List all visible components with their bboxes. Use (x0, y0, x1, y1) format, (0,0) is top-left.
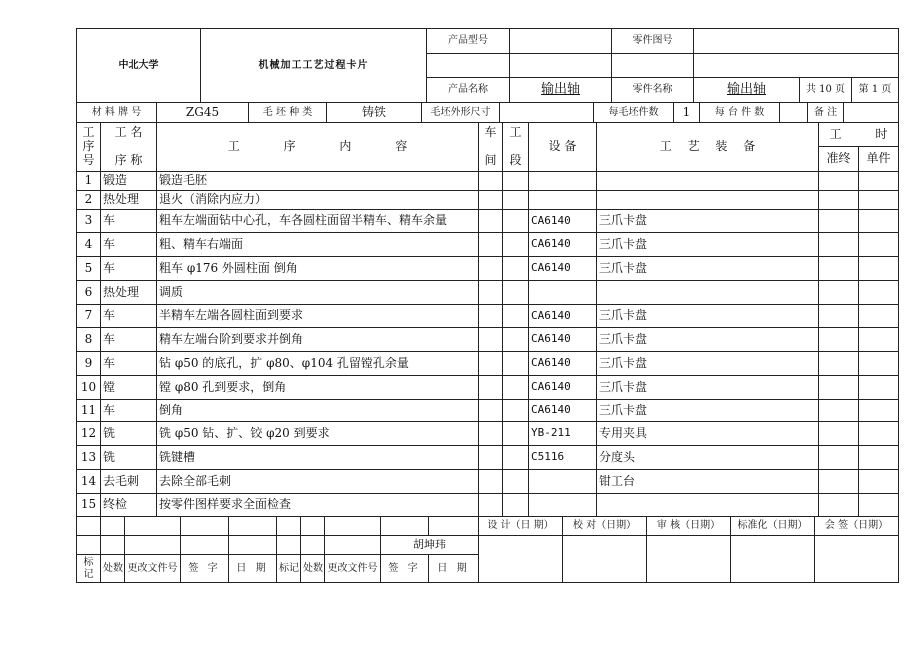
table-cell (819, 470, 859, 494)
table-cell: 调质 (157, 281, 479, 305)
table-cell: CA6140 (529, 400, 597, 422)
material-row (76, 102, 899, 123)
col-equipment: 设 备 (529, 123, 597, 172)
table-cell (529, 281, 597, 305)
table-cell: CA6140 (529, 305, 597, 328)
signoff-block (76, 516, 899, 583)
col-workshop: 车 间 (479, 123, 503, 172)
table-cell (529, 172, 597, 191)
table-cell: 热处理 (101, 281, 157, 305)
page-number: 第 1 页 (852, 78, 899, 103)
col-content: 工 序 内 容 (157, 123, 479, 172)
table-cell (819, 191, 859, 210)
table-cell: 三爪卡盘 (597, 210, 819, 233)
table-cell: 7 (77, 305, 101, 328)
table-cell (597, 281, 819, 305)
table-cell: 终检 (101, 494, 157, 517)
table-cell: 钻 φ50 的底孔，扩 φ80、φ104 孔留镗孔余量 (157, 352, 479, 376)
material-label: 材 料 牌 号 (77, 103, 157, 123)
table-cell (859, 494, 899, 517)
table-cell (819, 233, 859, 257)
table-cell: 三爪卡盘 (597, 376, 819, 400)
table-row (77, 494, 899, 517)
table-cell (859, 233, 899, 257)
pieces-per-blank-label: 每毛坯件数 (594, 103, 674, 123)
table-cell: 去除全部毛刺 (157, 470, 479, 494)
table-cell (597, 494, 819, 517)
table-cell (503, 172, 529, 191)
table-cell: 精车左端台阶到要求并倒角 (157, 328, 479, 352)
standardization-label: 标准化（日期） (731, 517, 815, 536)
blank-size-value (500, 103, 594, 123)
table-cell (479, 470, 503, 494)
table-cell (859, 210, 899, 233)
pieces-per-unit-value (780, 103, 808, 123)
change-doc-label-b: 更改文件号 (325, 555, 381, 583)
remarks-value (844, 103, 899, 123)
table-cell (819, 352, 859, 376)
table-cell: 铣 φ50 钻、扩、铰 φ20 到要求 (157, 422, 479, 446)
table-cell (503, 281, 529, 305)
table-cell (859, 281, 899, 305)
table-cell: 三爪卡盘 (597, 257, 819, 281)
table-cell: 三爪卡盘 (597, 328, 819, 352)
table-cell (859, 376, 899, 400)
table-cell: 粗、精车右端面 (157, 233, 479, 257)
table-cell: 14 (77, 470, 101, 494)
remarks-label: 备 注 (808, 103, 844, 123)
design-label: 设 计（日 期） (479, 517, 563, 536)
table-row (77, 422, 899, 446)
review-label: 审 核（日期） (647, 517, 731, 536)
table-row (77, 281, 899, 305)
operations-table (76, 122, 899, 517)
mark-label: 标 记 (77, 555, 101, 583)
table-row (77, 172, 899, 191)
mark-label-b: 标记 (277, 555, 301, 583)
table-cell: YB-211 (529, 422, 597, 446)
table-cell (859, 352, 899, 376)
table-cell (503, 494, 529, 517)
table-row (77, 470, 899, 494)
table-cell: CA6140 (529, 376, 597, 400)
table-cell (819, 305, 859, 328)
process-card (76, 28, 898, 583)
university-name: 中北大学 (77, 29, 201, 103)
table-cell: 钳工台 (597, 470, 819, 494)
blank-type-value: 铸铁 (327, 103, 422, 123)
table-cell (859, 191, 899, 210)
table-cell (479, 422, 503, 446)
card-header (76, 28, 899, 103)
table-cell: 锻造 (101, 172, 157, 191)
table-row (77, 257, 899, 281)
part-name-value: 输出轴 (726, 81, 766, 97)
table-cell (503, 470, 529, 494)
table-cell (503, 328, 529, 352)
table-cell: 退火（消除内应力） (157, 191, 479, 210)
table-cell (819, 376, 859, 400)
table-cell (859, 422, 899, 446)
part-name-label: 零件名称 (612, 78, 694, 103)
pieces-per-blank-value: 1 (674, 103, 700, 123)
pieces-per-unit-label: 每 台 件 数 (700, 103, 780, 123)
table-cell (529, 470, 597, 494)
table-cell: 4 (77, 233, 101, 257)
col-hours: 工 时 (819, 123, 899, 147)
table-cell: 铣键槽 (157, 446, 479, 470)
table-cell: CA6140 (529, 233, 597, 257)
table-row (77, 191, 899, 210)
table-cell (479, 172, 503, 191)
table-cell: 1 (77, 172, 101, 191)
table-cell (819, 422, 859, 446)
table-cell: 5 (77, 257, 101, 281)
table-cell (503, 446, 529, 470)
blank-size-label: 毛坯外形尺寸 (422, 103, 500, 123)
product-model-label: 产品型号 (427, 29, 510, 54)
date-label-b: 日 期 (429, 555, 479, 583)
table-cell: 9 (77, 352, 101, 376)
material-value: ZG45 (157, 103, 249, 123)
proofread-label: 校 对（日期） (563, 517, 647, 536)
table-cell (479, 210, 503, 233)
table-cell: 车 (101, 352, 157, 376)
table-cell: 2 (77, 191, 101, 210)
table-cell: 三爪卡盘 (597, 352, 819, 376)
table-cell: 半精车左端各圆柱面到要求 (157, 305, 479, 328)
table-cell (479, 257, 503, 281)
table-cell: 镗 φ80 孔到要求，倒角 (157, 376, 479, 400)
table-cell (479, 446, 503, 470)
table-cell (503, 257, 529, 281)
count-label: 处数 (101, 555, 125, 583)
table-cell (479, 494, 503, 517)
table-cell: 专用夹具 (597, 422, 819, 446)
table-cell (529, 494, 597, 517)
col-prep-time: 准终 (819, 147, 859, 172)
table-cell (859, 446, 899, 470)
table-row (77, 376, 899, 400)
table-cell (529, 191, 597, 210)
col-tooling: 工 艺 装 备 (597, 123, 819, 172)
table-cell: 车 (101, 400, 157, 422)
table-cell: 去毛刺 (101, 470, 157, 494)
table-cell: 三爪卡盘 (597, 305, 819, 328)
col-section: 工 段 (503, 123, 529, 172)
table-cell (819, 257, 859, 281)
table-row (77, 233, 899, 257)
product-model-value (510, 29, 612, 54)
col-op-no: 工 序 号 (77, 123, 101, 172)
table-cell: 三爪卡盘 (597, 233, 819, 257)
table-cell (597, 191, 819, 210)
table-cell (479, 328, 503, 352)
table-cell: 按零件图样要求全面检查 (157, 494, 479, 517)
table-cell (479, 191, 503, 210)
table-cell: CA6140 (529, 328, 597, 352)
table-cell (503, 191, 529, 210)
part-drawing-label: 零件图号 (612, 29, 694, 54)
table-cell (479, 376, 503, 400)
table-cell: 13 (77, 446, 101, 470)
table-cell (859, 172, 899, 191)
date-label: 日 期 (229, 555, 277, 583)
designer-name: 胡坤玮 (381, 536, 479, 555)
table-cell: 11 (77, 400, 101, 422)
table-cell (503, 305, 529, 328)
table-row (77, 305, 899, 328)
table-cell (503, 233, 529, 257)
table-cell: 车 (101, 257, 157, 281)
table-cell: 车 (101, 305, 157, 328)
table-cell (819, 281, 859, 305)
table-cell: 6 (77, 281, 101, 305)
table-cell (503, 352, 529, 376)
table-cell: 分度头 (597, 446, 819, 470)
table-cell: 热处理 (101, 191, 157, 210)
table-cell: 车 (101, 210, 157, 233)
table-cell: CA6140 (529, 210, 597, 233)
total-pages: 共 10 页 (800, 78, 852, 103)
table-cell: 8 (77, 328, 101, 352)
table-cell (819, 400, 859, 422)
table-cell: 粗车左端面钻中心孔，车各圆柱面留半精车、精车余量 (157, 210, 479, 233)
table-cell (819, 328, 859, 352)
table-cell: 车 (101, 233, 157, 257)
blank-type-label: 毛 坯 种 类 (249, 103, 327, 123)
table-cell (819, 210, 859, 233)
table-cell: 车 (101, 328, 157, 352)
table-cell: 3 (77, 210, 101, 233)
part-drawing-value (694, 29, 899, 54)
table-row (77, 352, 899, 376)
table-row (77, 210, 899, 233)
table-row (77, 446, 899, 470)
table-cell: C5116 (529, 446, 597, 470)
table-cell (479, 281, 503, 305)
table-cell (503, 400, 529, 422)
sign-label-b: 签 字 (381, 555, 429, 583)
table-cell (597, 172, 819, 191)
table-cell (503, 210, 529, 233)
product-name-value: 输出轴 (540, 81, 580, 97)
table-cell (479, 400, 503, 422)
table-cell (859, 305, 899, 328)
table-cell: 12 (77, 422, 101, 446)
table-cell (859, 400, 899, 422)
table-cell (479, 305, 503, 328)
table-cell: 铣 (101, 422, 157, 446)
col-unit-time: 单件 (859, 147, 899, 172)
table-cell (479, 233, 503, 257)
change-doc-label: 更改文件号 (125, 555, 181, 583)
table-cell: 镗 (101, 376, 157, 400)
table-cell (859, 257, 899, 281)
table-cell: 15 (77, 494, 101, 517)
table-cell: 倒角 (157, 400, 479, 422)
table-cell: 粗车 φ176 外圆柱面 倒角 (157, 257, 479, 281)
table-cell (503, 376, 529, 400)
table-cell (503, 422, 529, 446)
count-label-b: 处数 (301, 555, 325, 583)
table-cell (859, 328, 899, 352)
table-cell (819, 172, 859, 191)
table-cell: CA6140 (529, 352, 597, 376)
table-cell: 铣 (101, 446, 157, 470)
table-cell (819, 494, 859, 517)
col-op-name: 工 名 序 称 (101, 123, 157, 172)
table-row (77, 400, 899, 422)
table-cell: 锻造毛胚 (157, 172, 479, 191)
table-row (77, 328, 899, 352)
card-title: 机械加工工艺过程卡片 (201, 29, 427, 103)
countersign-label: 会 签（日期） (815, 517, 899, 536)
product-name-label: 产品名称 (427, 78, 510, 103)
sign-label: 签 字 (181, 555, 229, 583)
table-cell (819, 446, 859, 470)
table-cell: CA6140 (529, 257, 597, 281)
table-cell (859, 470, 899, 494)
table-cell (479, 352, 503, 376)
table-cell: 三爪卡盘 (597, 400, 819, 422)
table-cell: 10 (77, 376, 101, 400)
